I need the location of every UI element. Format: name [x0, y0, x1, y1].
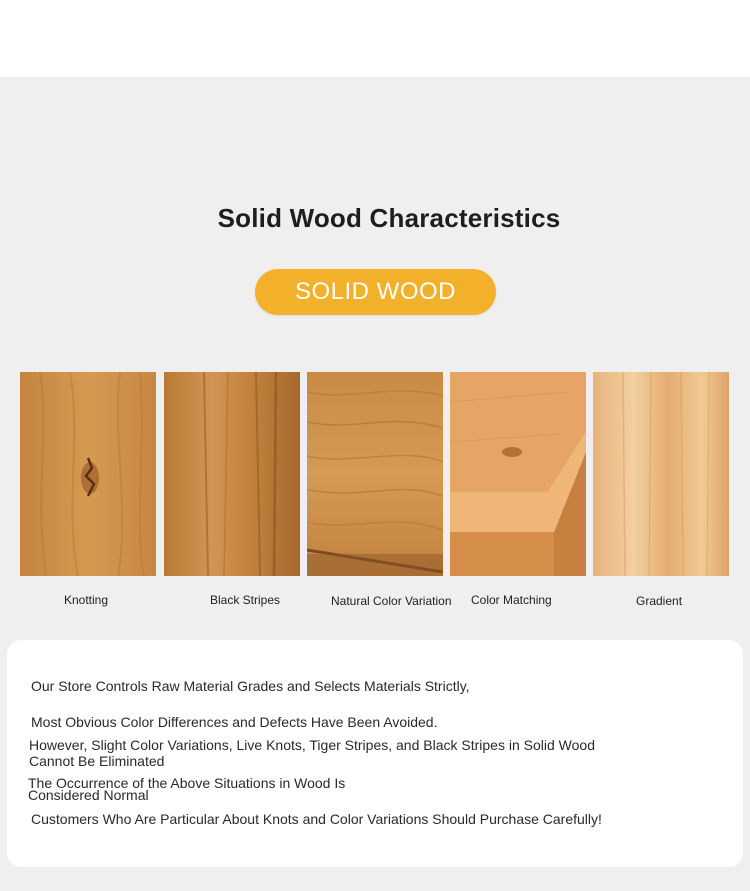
notice-line: Most Obvious Color Differences and Defects Have Been Avoided. [31, 714, 438, 730]
notice-line: Considered Normal [28, 787, 149, 803]
natural-color-variation-wood-image [307, 372, 443, 576]
notice-line: The Occurrence of the Above Situations in Wood Is [28, 775, 346, 791]
caption-black-stripes: Black Stripes [210, 593, 281, 607]
black-stripes-wood-image [164, 372, 300, 576]
notice-line: Our Store Controls Raw Material Grades and Selects Materials Strictly, [31, 678, 470, 694]
notice-line: Cannot Be Eliminated [29, 753, 165, 769]
section-title: Solid Wood Characteristics [217, 203, 561, 233]
gradient-wood-image [593, 372, 729, 576]
notice-line: Customers Who Are Particular About Knots and Color Variations Should Purchase Carefully! [31, 811, 602, 827]
caption-knotting: Knotting [64, 593, 109, 607]
solid-wood-badge: SOLID WOOD [255, 269, 496, 315]
caption-gradient: Gradient [636, 594, 683, 608]
color-matching-wood-image [450, 372, 586, 576]
caption-natural-color-variation: Natural Color Variation [331, 594, 452, 608]
top-blank-strip [0, 0, 750, 77]
notice-line: However, Slight Color Variations, Live Knots, Tiger Stripes, and Black Stripes in Solid Wood [29, 737, 595, 753]
caption-color-matching: Color Matching [471, 593, 552, 607]
knotting-wood-image [20, 372, 156, 576]
